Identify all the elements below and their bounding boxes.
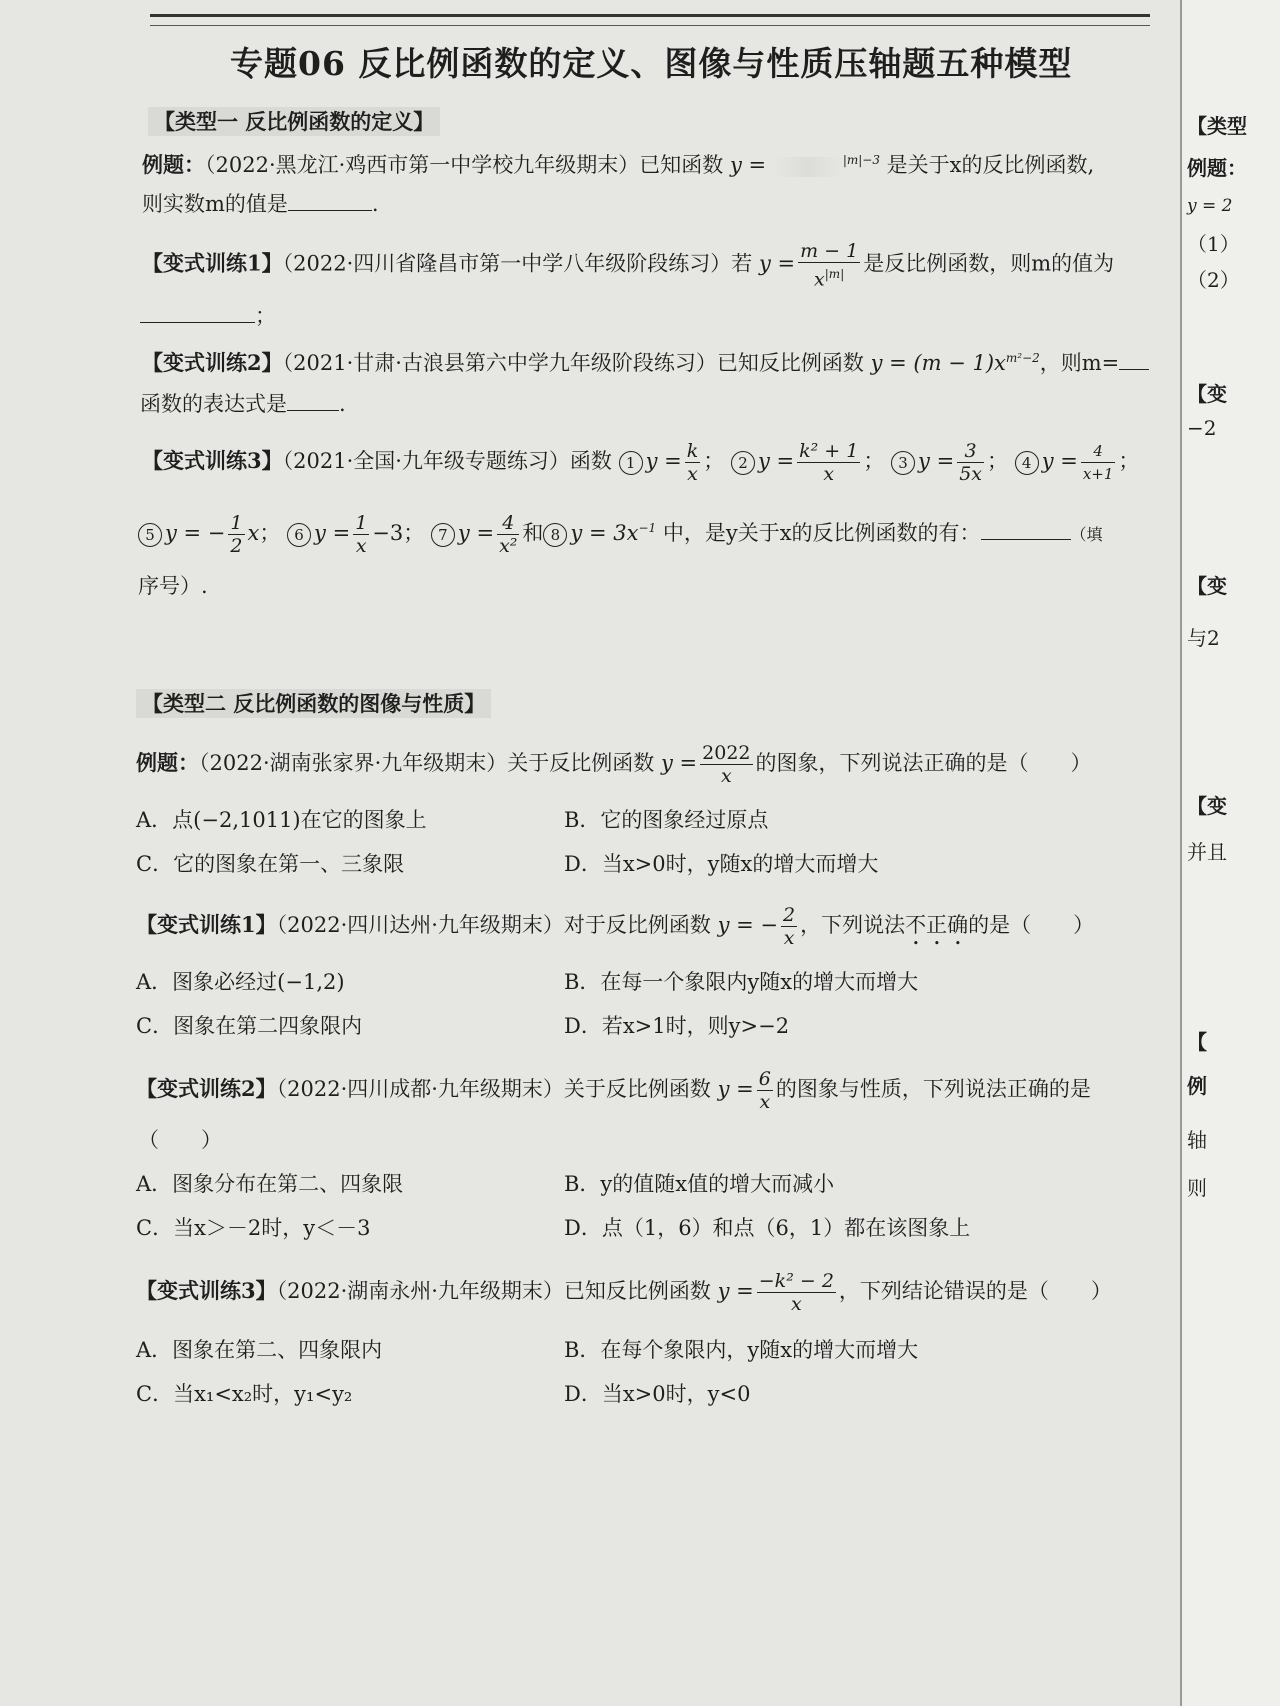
v1-option-d: D．若x>1时，则y>−2 (564, 1014, 790, 1038)
v3-option-a: A．图象在第二、四象限内 (136, 1338, 383, 1362)
v1-option-a: A．图象必经过(−1,2) (136, 970, 345, 994)
v1-option-c: C．图象在第二四象限内 (136, 1014, 363, 1038)
header-rule (150, 14, 1150, 26)
ex-option-b: B．它的图象经过原点 (564, 808, 769, 832)
type2-heading: 【类型二 反比例函数的图像与性质】 (136, 689, 491, 718)
type1-variant1-blank: ； (140, 302, 276, 330)
v3-option-b: B．在每个象限内，y随x的增大而增大 (564, 1338, 919, 1362)
page-title: 专题06 反比例函数的定义、图像与性质压轴题五种模型 (230, 44, 1073, 83)
section-heading-type1 (148, 108, 440, 136)
type2-variant1: 【变式训练1】（2022·四川达州·九年级期末）对于反比例函数 y = − $\frac{2}{x}$ ，下列说法不正确的是（ ） (136, 904, 1095, 949)
type1-variant3-line3: 序号）. (138, 574, 208, 598)
type1-variant2-line2: 函数的表达式是 . (140, 392, 346, 416)
section-heading-type2 (136, 690, 491, 718)
type2-variant3: 【变式训练3】（2022·湖南永州·九年级期末）已知反比例函数 y = $\frac{\text{−k² − 2}}{x}$ ，下列结论错误的是（ ） (136, 1270, 1112, 1315)
type2-example: 例题：（2022·湖南张家界·九年级期末）关于反比例函数 y = $\frac{2022}{x}$ 的图象，下列说法正确的是（ ） (136, 742, 1092, 787)
ex-option-d: D．当x>0时，y随x的增大而增大 (564, 852, 879, 876)
type2-variant2-paren: （ ） (138, 1128, 222, 1152)
type1-variant3: 【变式训练3】（2021·全国·九年级专题练习）函数 1 y = $\frac{k}{x}$ ； 2 y = $\frac{\text{k² + 1}}{x}$ ； 3 y = $\frac{3}{5x}$ ； 4 y = $\frac{4}{x+1}$ ； (142, 440, 1140, 485)
type1-variant2: 【变式训练2】（2021·甘肃·古浪县第六中学九年级阶段练习）已知反比例函数 $y = (m - 1)x^{m^2-2}$，则m= (142, 344, 1149, 377)
v2-option-b: B．y的值随x值的增大而减小 (564, 1172, 835, 1196)
type1-variant3-line2: 5 y = − $\frac{1}{2}$ x； 6 y = $\frac{1}{x}$ −3； 7 y = $\frac{4}{\text{x²}}$ 和 8 $y = 3x^{-1}$ 中，是y关于x的反比例函数的有： （填 (138, 512, 1103, 557)
adjacent-page-edge: 【类型 例题： y = 2 （1） （2） 【变 −2 【变 与2 【变 并且 【 例 轴 则 (1180, 0, 1280, 1706)
v2-option-d: D．点（1，6）和点（6，1）都在该图象上 (564, 1216, 971, 1240)
v3-option-d: D．当x>0时，y<0 (564, 1382, 751, 1406)
v3-option-c: C．当x₁<x₂时，y₁<y₂ (136, 1382, 353, 1406)
answer-blank (288, 190, 372, 211)
type2-variant2: 【变式训练2】（2022·四川成都·九年级期末）关于反比例函数 y = $\frac{6}{x}$ 的图象与性质，下列说法正确的是 (136, 1068, 1091, 1113)
v2-option-c: C．当x＞－2时，y＜－3 (136, 1216, 371, 1240)
v2-option-a: A．图象分布在第二、四象限 (136, 1172, 404, 1196)
type1-variant1: 【变式训练1】（2022·四川省隆昌市第一中学八年级阶段练习）若 y = $\frac{m - 1}{x^{|m|}}$ 是反比例函数，则m的值为 (142, 240, 1115, 291)
type1-example: 例题：（2022·黑龙江·鸡西市第一中学校九年级期末）已知函数 y = $^{|m|-3}$ 是关于x的反比例函数, (142, 152, 1095, 177)
v1-option-b: B．在每一个象限内y随x的增大而增大 (564, 970, 919, 994)
type1-example-line2: 则实数m的值是 . (142, 192, 379, 216)
faded-expression (773, 157, 843, 177)
ex-option-c: C．它的图象在第一、三象限 (136, 852, 405, 876)
ex-option-a: A．点(−2,1011)在它的图象上 (136, 808, 427, 832)
type1-heading: 【类型一 反比例函数的定义】 (148, 107, 440, 136)
